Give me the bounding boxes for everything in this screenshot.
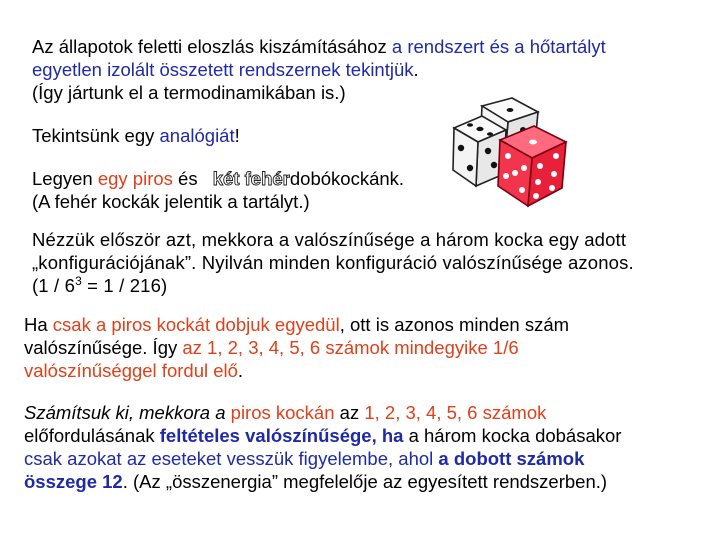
conditional-highlight-cases: csak azokat az eseteket vesszük figyelembe, ahol [24,448,439,469]
red-die-line-1 [24,313,569,336]
config-line-1: Nézzük először azt, mekkora a valószínűsége a három kocka egy adott [32,229,627,250]
dice-line-1 [32,167,404,190]
red-die-text-2: , ott is azonos minden szám [339,314,570,335]
intro-line-2 [32,58,606,81]
red-die-paragraph [24,313,569,382]
dice-text-2: és [172,168,203,189]
analogy-highlight: analógiát [159,125,235,146]
intro-highlight-isolated: egyetlen izolált összetett rendszernek tekintjük [32,59,414,80]
config-line-2: „konfigurációjának”. Nyilván minden konfiguráció valószínűsége azonos. [32,252,634,273]
red-die-period: . [237,360,244,381]
conditional-text-2: az [334,402,365,423]
dice-icon [448,96,572,208]
analogy-paragraph [32,124,240,147]
red-die-highlight-numbers: az 1, 2, 3, 4, 5, 6 számok mindegyike 1/6 [182,337,519,358]
conditional-highlight-probability: feltételes valószínűsége, ha [159,425,404,446]
config-exponent: 3 [75,273,82,288]
configuration-paragraph [32,228,634,297]
intro-line-3: (Így jártunk el a termodinamikában is.) [32,82,346,103]
conditional-line-2 [24,424,621,447]
red-die-line-2 [24,336,569,359]
analogy-exclaim: ! [234,125,240,146]
red-die [498,126,566,206]
intro-text-1: Az állapotok feletti eloszlás kiszámításához [32,36,392,57]
red-die-highlight-alone: csak a piros kockát dobjuk egyedül [52,314,340,335]
conditional-highlight-twelve: összege 12 [24,471,123,492]
conditional-text-5: . (Az „összenergia” megfelelője az egyesített rendszerben.) [122,471,608,492]
conditional-text-4: a három kocka dobásakor [403,425,622,446]
intro-period: . [413,59,419,80]
conditional-highlight-red-die: piros kockán [230,402,335,423]
analogy-text: Tekintsünk egy [32,125,160,146]
config-formula-end: = 1 / 216) [81,275,168,296]
intro-highlight-system: a rendszert és a hőtartályt [391,36,606,57]
dice-highlight-white: két fehér [212,168,290,189]
conditional-highlight-numbers: 1, 2, 3, 4, 5, 6 számok [364,402,547,423]
conditional-line-1 [24,401,621,424]
intro-line-1 [32,35,606,58]
conditional-paragraph [24,401,621,493]
dice-text-1: Legyen [32,168,98,189]
red-die-highlight-occurs: valószínűséggel fordul elő [24,360,238,381]
red-die-line-3 [24,359,569,382]
config-line-3 [32,274,634,297]
conditional-highlight-sum: a dobott számok [438,448,585,469]
dice-text-3: dobókockánk. [289,168,405,189]
dice-highlight-red: egy piros [97,168,173,189]
red-die-text-3: valószínűsége. Így [24,337,183,358]
conditional-line-3 [24,447,621,470]
conditional-line-4 [24,470,621,493]
dice-paragraph [32,167,404,213]
dice-line-2: (A fehér kockák jelentik a tartályt.) [32,191,310,212]
conditional-text-1: Számítsuk ki, mekkora a [24,402,231,423]
intro-paragraph [32,35,606,104]
red-die-text-1: Ha [24,314,53,335]
config-formula-start: (1 / 6 [32,275,76,296]
conditional-text-3: előfordulásának [24,425,160,446]
